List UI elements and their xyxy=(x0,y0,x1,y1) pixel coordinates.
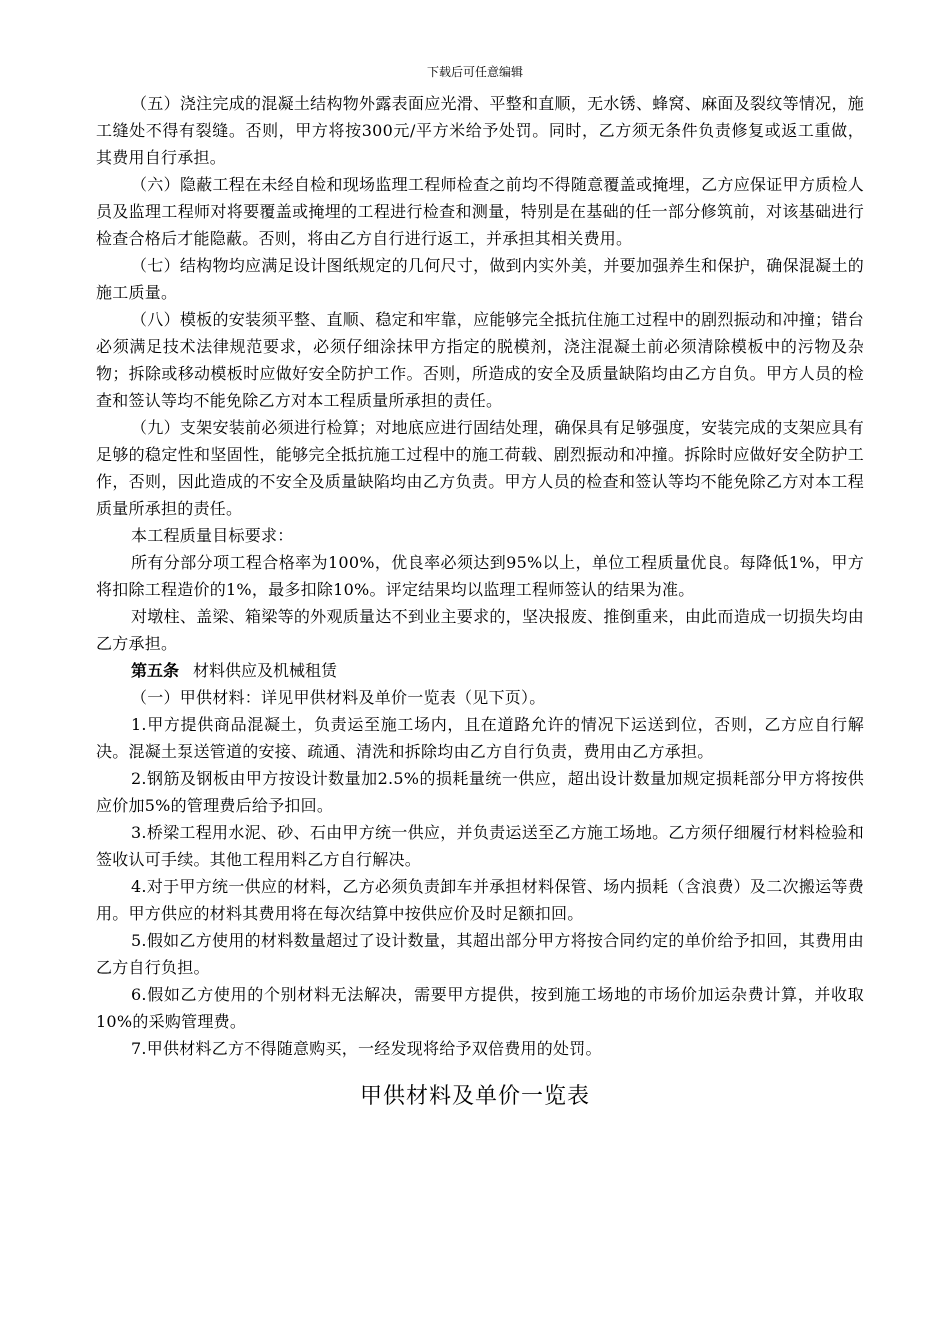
supply-section-1: （一）甲供材料：详见甲供材料及单价一览表（见下页）。 xyxy=(131,688,546,707)
paragraph-item-6: （六）隐蔽工程在未经自检和现场监理工程师检查之前均不得随意覆盖或掩埋，乙方应保证甲方质检人员及监理工程师对将要覆盖或掩埋的工程进行检查和测量，特别是在基础的任一部分修筑前，对该基础进行检查合格后才能隐蔽。否则，将由乙方自行进行返工，并承担其相关费用。 xyxy=(96,175,864,248)
header-note: 下载后可任意编辑 xyxy=(426,65,523,79)
supply-item-6: 6.假如乙方使用的个别材料无法解决，需要甲方提供，按到施工场地的市场价加运杂费计算，并收取10%的采购管理费。 xyxy=(96,985,864,1031)
quality-goal-heading: 本工程质量目标要求： xyxy=(131,526,294,545)
paragraph-item-9: （九）支架安装前必须进行检算；对地底应进行固结处理，确保具有足够强度，安装完成的支架应具有足够的稳定性和坚固性，能够完全抵抗施工过程中的施工荷载、剧烈振动和冲撞。拆除时应做好安全防护工作，否则，因此造成的不安全及质量缺陷均由乙方负责。甲方人员的检查和签认等均不能免除乙方对本工程质量所承担的责任。 xyxy=(96,418,864,518)
table-title: 甲供材料及单价一览表 xyxy=(359,1084,590,1109)
quality-goal-text: 所有分部分项工程合格率为100%，优良率必须达到95%以上，单位工程质量优良。每降低1%，甲方将扣除工程造价的1%，最多扣除10%。评定结果均以监理工程师签认的结果为准。 xyxy=(96,553,864,599)
article-5-heading xyxy=(96,657,864,684)
paragraph-item-5: （五）浇注完成的混凝土结构物外露表面应光滑、平整和直顺，无水锈、蜂窝、麻面及裂纹等情况，施工缝处不得有裂缝。否则，甲方将按300元/平方米给予处罚。同时，乙方须无条件负责修复或返工重做，其费用自行承担。 xyxy=(96,94,864,167)
appearance-quality-text: 对墩柱、盖梁、箱梁等的外观质量达不到业主要求的，坚决报废、推倒重来，由此而造成一切损失均由乙方承担。 xyxy=(96,607,864,653)
supply-item-7: 7.甲供材料乙方不得随意购买，一经发现将给予双倍费用的处罚。 xyxy=(131,1039,602,1058)
document-body xyxy=(96,90,864,1062)
supply-item-3: 3.桥梁工程用水泥、砂、石由甲方统一供应，并负责运送至乙方施工场地。乙方须仔细履行材料检验和签收认可手续。其他工程用料乙方自行解决。 xyxy=(96,823,864,869)
paragraph-item-8: （八）模板的安装须平整、直顺、稳定和牢靠，应能够完全抵抗住施工过程中的剧烈振动和冲撞；错台必须满足技术法律规范要求，必须仔细涂抹甲方指定的脱模剂，浇注混凝土前必须清除模板中的污物及杂物；拆除或移动模板时应做好安全防护工作。否则，所造成的安全及质量缺陷均由乙方自负。甲方人员的检查和签认等均不能免除乙方对本工程质量所承担的责任。 xyxy=(96,310,864,410)
supply-item-4: 4.对于甲方统一供应的材料，乙方必须负责卸车并承担材料保管、场内损耗（含浪费）及二次搬运等费用。甲方供应的材料其费用将在每次结算中按供应价及时足额扣回。 xyxy=(96,877,864,923)
supply-item-1: 1.甲方提供商品混凝土，负责运至施工场内，且在道路允许的情况下运送到位，否则，乙方应自行解决。混凝土泵送管道的安接、疏通、清洗和拆除均由乙方自行负责，费用由乙方承担。 xyxy=(96,715,864,761)
article-number: 第五条 xyxy=(131,661,180,680)
supply-item-2: 2.钢筋及钢板由甲方按设计数量加2.5%的损耗量统一供应，超出设计数量加规定损耗部分甲方将按供应价加5%的管理费后给予扣回。 xyxy=(96,769,864,815)
paragraph-item-7: （七）结构物均应满足设计图纸规定的几何尺寸，做到内实外美，并要加强养生和保护，确保混凝土的施工质量。 xyxy=(96,256,864,302)
supply-item-5: 5.假如乙方使用的材料数量超过了设计数量，其超出部分甲方将按合同约定的单价给予扣回，其费用由乙方自行负担。 xyxy=(96,931,864,977)
article-title: 材料供应及机械租赁 xyxy=(193,661,338,680)
